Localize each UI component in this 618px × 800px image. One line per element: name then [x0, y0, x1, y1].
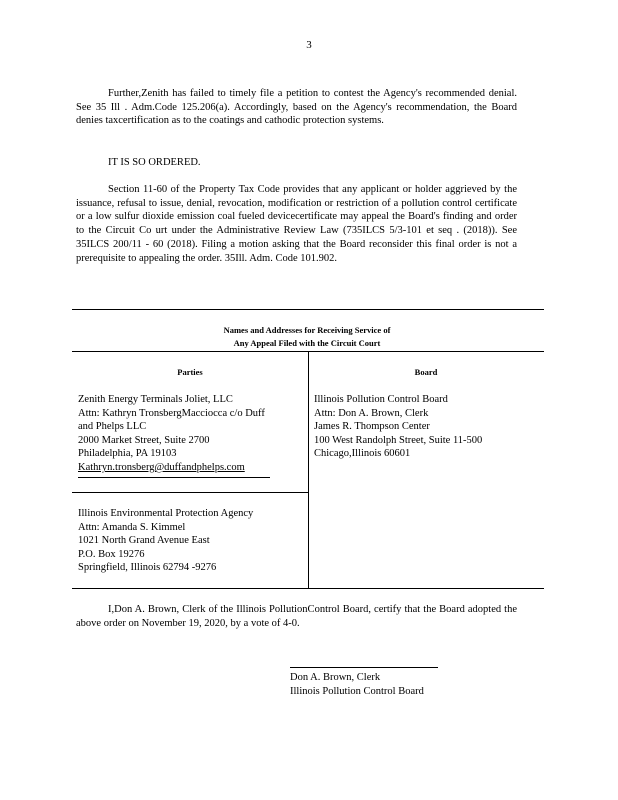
- service-heading-line-1: Names and Addresses for Receiving Service of: [223, 325, 391, 335]
- address-line: Zenith Energy Terminals Joliet, LLC: [78, 394, 233, 405]
- address-line: Illinois Environmental Protection Agency: [78, 508, 254, 519]
- address-line: 2000 Market Street, Suite 2700: [78, 434, 210, 446]
- parties-header: Parties: [177, 367, 203, 377]
- address-line: Chicago,Illinois 60601: [314, 448, 411, 460]
- signature-title: Illinois Pollution Control Board: [290, 686, 424, 697]
- address-line: 1021 North Grand Avenue East: [78, 535, 210, 547]
- service-heading-line-2: Any Appeal Filed with the Circuit Court: [233, 338, 381, 348]
- signature-line: [290, 667, 438, 668]
- board-header: Board: [414, 367, 438, 377]
- address-line: P.O. Box 19276: [78, 548, 145, 560]
- party-1-underline: [78, 477, 270, 478]
- service-table-heading: [70, 324, 544, 350]
- email-link[interactable]: Kathryn.tronsberg@duffandphelps.com: [78, 461, 245, 473]
- clerk-certification: [76, 603, 517, 631]
- paragraph-appeal-rights-text: Section 11-60 of the Property Tax Code provides that any applicant or holder aggrieved by the issuance, refusal to issue, denial, revocation, modification or restriction of a pollution control certificate or a low sulfur dioxide emission coal fueled devicecertificate may appeal the Board's finding and order to the Circuit Co urt under the Administrative Review Law (735ILCS 5/3-101 et seq . (2018)). See 35ILCS 200/11 - 60 (2018). Filing a motion asking that the Board reconsider this final order is not a prerequisite to appealing the order. 35Ill. Adm. Code 101.902.: [76, 184, 517, 264]
- address-line: and Phelps LLC: [78, 421, 147, 433]
- table-top-rule: [72, 309, 544, 310]
- address-line: Attn: Kathryn TronsbergMacciocca c/o Duff: [78, 407, 265, 419]
- board-address: [314, 393, 482, 461]
- address-line: Illinois Pollution Control Board: [314, 394, 448, 405]
- address-line: Springfield, Illinois 62794 -9276: [78, 562, 217, 574]
- clerk-certification-text: I,Don A. Brown, Clerk of the Illinois PollutionControl Board, certify that the Board adopted the above order on November 19, 2020, by a vote of 4-0.: [76, 604, 517, 629]
- paragraph-denial: [76, 87, 517, 128]
- paragraph-appeal-rights: [76, 183, 517, 265]
- table-column-divider: [308, 351, 309, 588]
- party-divider-rule: [72, 492, 308, 493]
- signature-name: Don A. Brown, Clerk: [290, 672, 381, 683]
- address-line: 100 West Randolph Street, Suite 11-500: [314, 434, 483, 446]
- address-line: Philadelphia, PA 19103: [78, 448, 177, 460]
- party-iepa-address: [78, 507, 253, 575]
- party-zenith-address: [78, 393, 265, 475]
- address-line: Attn: Don A. Brown, Clerk: [314, 407, 429, 419]
- paragraph-ordered: IT IS SO ORDERED.: [108, 157, 201, 168]
- address-line: James R. Thompson Center: [314, 421, 430, 433]
- signature-block: [290, 671, 424, 699]
- address-line: Attn: Amanda S. Kimmel: [78, 521, 186, 533]
- table-bottom-rule: [72, 588, 544, 589]
- paragraph-denial-text: Further,Zenith has failed to timely file a petition to contest the Agency's recommended denial. See 35 Ill . Adm.Code 125.206(a). Accordingly, based on the Agency's recommendation, the Board denies taxcertification as to the coatings and cathodic protection systems.: [76, 88, 517, 127]
- page-number: 3: [306, 39, 312, 51]
